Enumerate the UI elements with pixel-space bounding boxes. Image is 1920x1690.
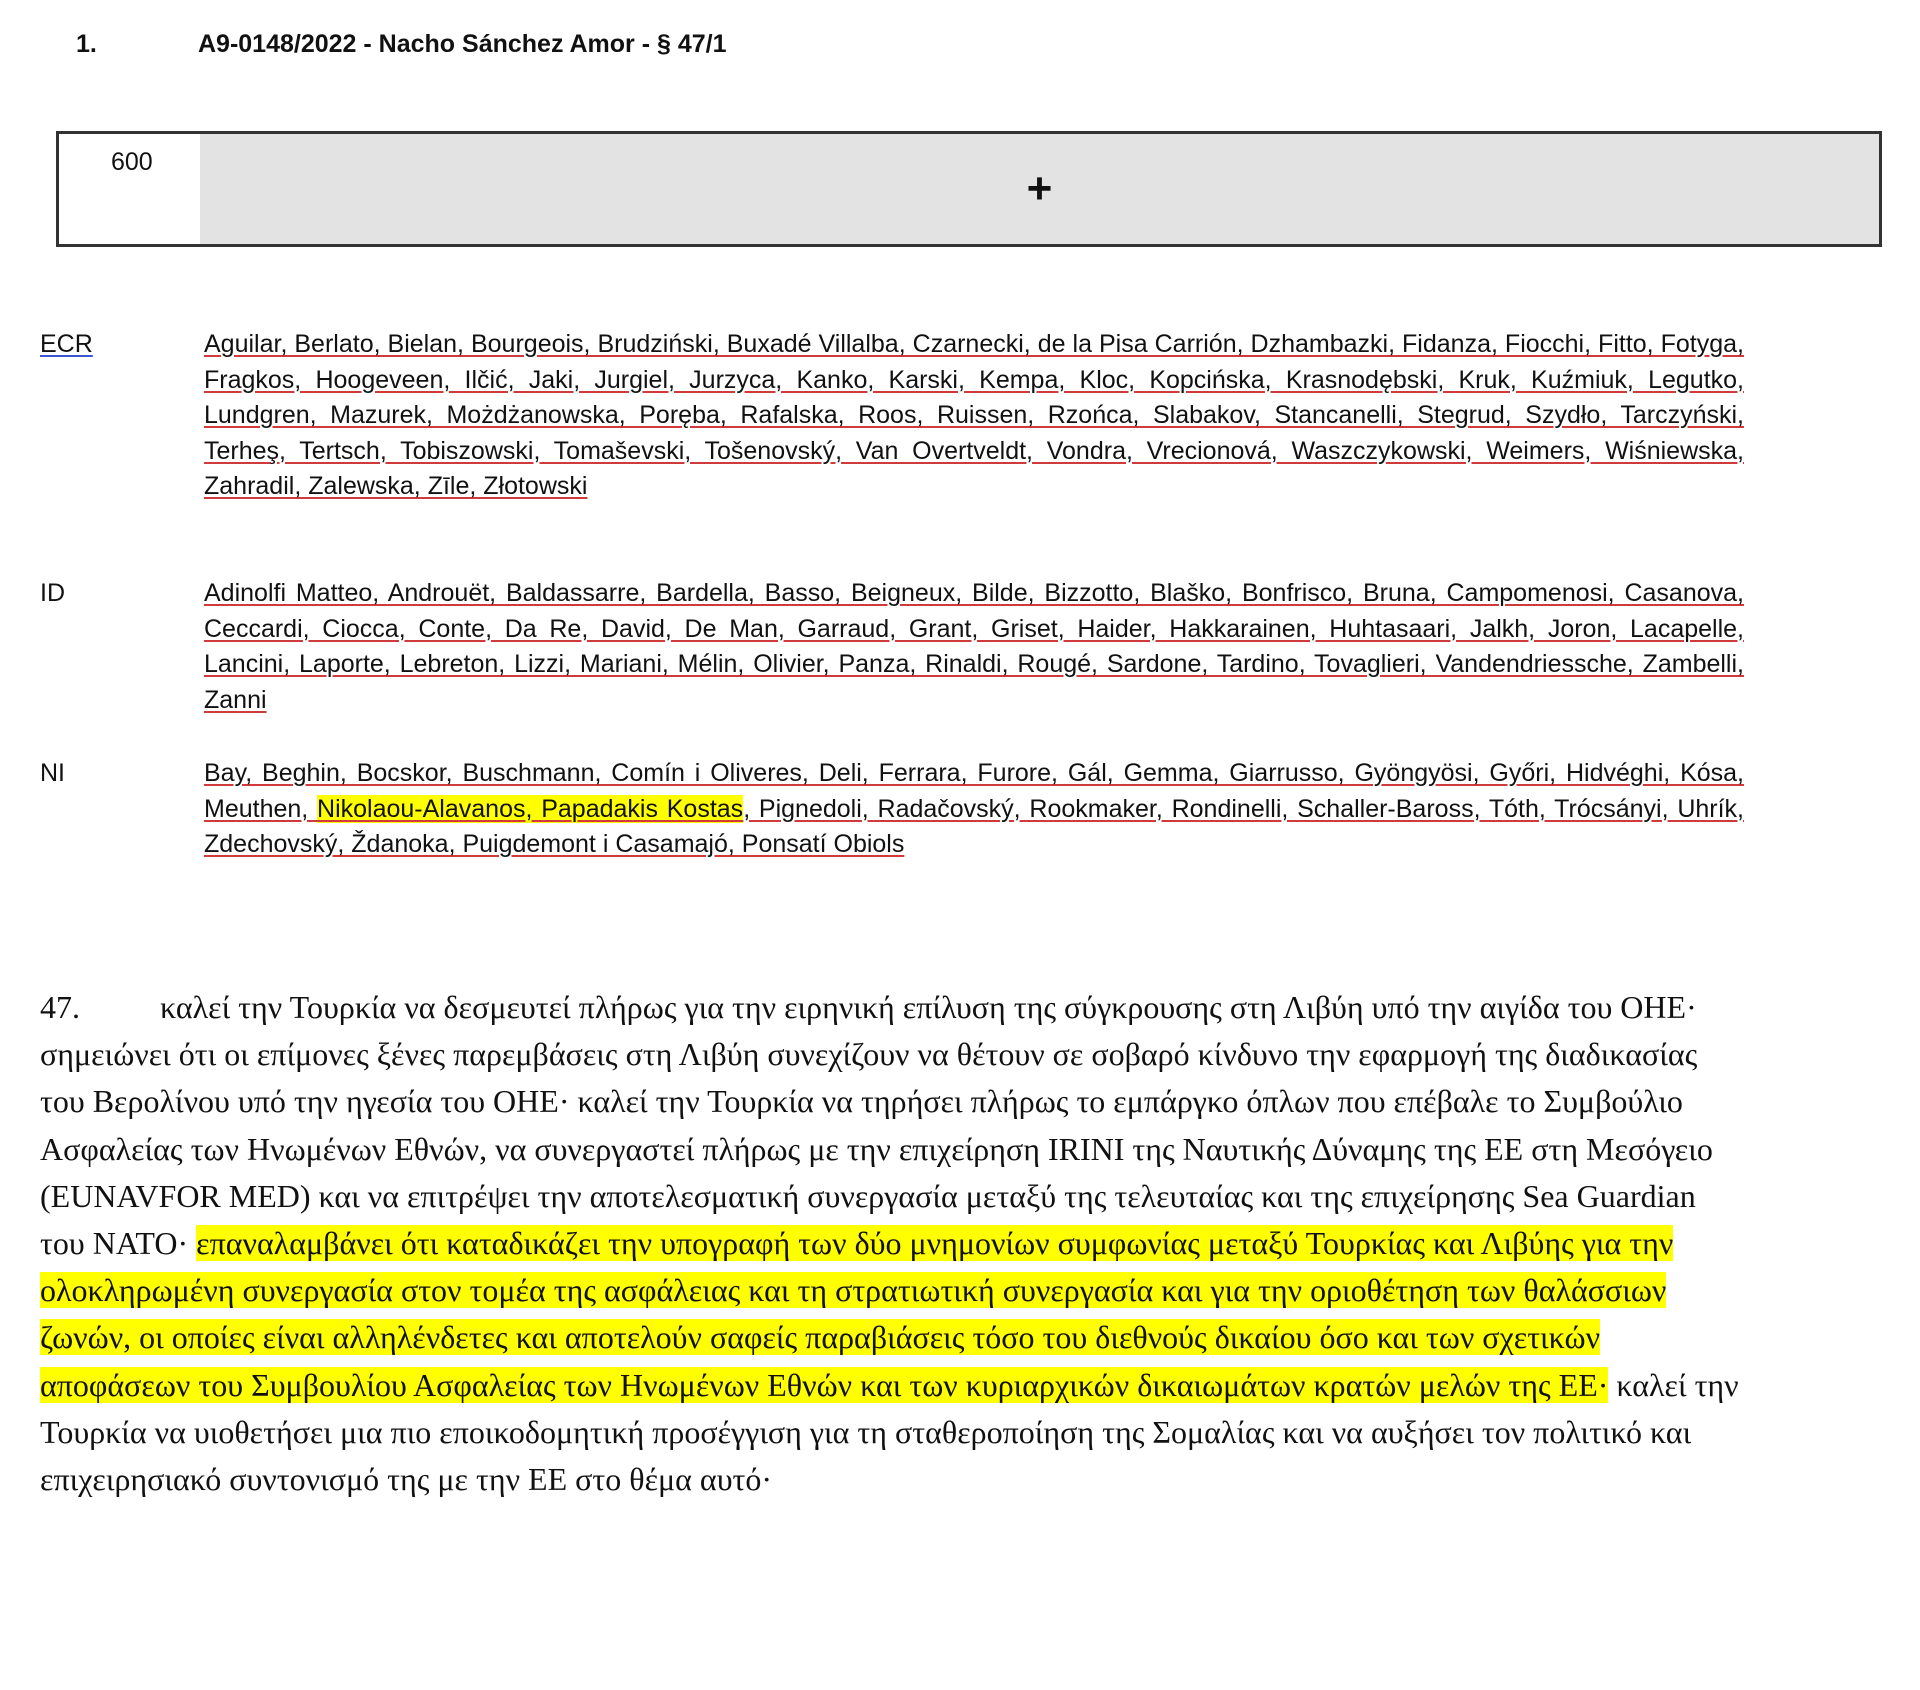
vote-result-table (56, 131, 1882, 247)
paragraph-number: 47. (40, 989, 80, 1025)
group-members: Bay, Beghin, Bocskor, Buschmann, Comín i Oliveres, Deli, Ferrara, Furore, Gál, Gemma, Giarrusso, Gyöngyösi, Győri, Hidvéghi, Kósa, Meuthen, Nikolaou-Alavanos, Papadakis Kostas, Pignedoli, Radačovský, Rookmaker, Rondinelli, Schaller-Baross, Tóth, Trócsányi, Uhrík, Zdechovský, Ždanoka, Puigdemont i Casamajó, Ponsatí Obiols (204, 759, 1744, 858)
group-name: ID (40, 579, 65, 607)
paragraph-text-end: καλεί την Τουρκία να υιοθετήσει μια πιο εποικοδομητική προσέγγιση για τη σταθεροποίηση της Σομαλίας και να αυξήσει τον πολιτικό και επιχειρησιακό συντονισμό της με την ΕΕ στο θέμα αυτό· (40, 1366, 1739, 1498)
group-members: Aguilar, Berlato, Bielan, Bourgeois, Brudziński, Buxadé Villalba, Czarnecki, de la Pisa Carrión, Dzhambazki, Fidanza, Fiocchi, Fitto, Fotyga, Fragkos, Hoogeveen, Ilčić, Jaki, Jurgiel, Jurzyca, Kanko, Karski, Kempa, Kloc, Kopcińska, Krasnodębski, Kruk, Kuźmiuk, Legutko, Lundgren, Mazurek, Możdżanowska, Poręba, Rafalska, Roos, Ruissen, Rzońca, Slabakov, Stancanelli, Stegrud, Szydło, Tarczyński, Terheş, Tertsch, Tobiszowski, Tomaševski, Tošenovský, Van Overtveldt, Vondra, Vrecionová, Waszczykowski, Weimers, Wiśniewska, Zahradil, Zalewska, Zīle, Złotowski (204, 330, 1744, 500)
vote-count: 600 (59, 134, 200, 244)
group-name: ECR (40, 330, 93, 358)
item-number: 1. (76, 30, 97, 58)
highlighted-members: Nikolaou-Alavanos, Papadakis Kostas (317, 794, 744, 823)
amendment-reference: A9-0148/2022 - Nacho Sánchez Amor - § 47/1 (198, 30, 727, 58)
group-name: NI (40, 759, 65, 787)
paragraph-47 (40, 984, 1740, 1503)
amendment-header (0, 24, 1920, 64)
paragraph-text: καλεί την Τουρκία να δεσμευτεί πλήρως για την ειρηνική επίλυση της σύγκρουσης στη Λιβύη υπό την αιγίδα του ΟΗΕ· σημειώνει ότι οι επίμονες ξένες παρεμβάσεις στη Λιβύη συνεχίζουν να θέτουν σε σοβαρό κίνδυνο την εφαρμογή της διαδικασίας του Βερολίνου υπό την ηγεσία του ΟΗΕ· καλεί την Τουρκία να τηρήσει πλήρως το εμπάργκο όπλων που επέβαλε το Συμβούλιο Ασφαλείας των Ηνωμένων Εθνών, να συνεργαστεί πλήρως με την επιχείρηση IRINI της Ναυτικής Δύναμης της ΕΕ στη Μεσόγειο (EUNAVFOR MED) και να επιτρέψει την αποτελεσματική συνεργασία μεταξύ της τελευταίας και της επιχείρησης Sea Guardian του ΝΑΤΟ· (40, 989, 1713, 1262)
group-members: Adinolfi Matteo, Androuët, Baldassarre, Bardella, Basso, Beigneux, Bilde, Bizzotto, Blaško, Bonfrisco, Bruna, Campomenosi, Casanova, Ceccardi, Ciocca, Conte, Da Re, David, De Man, Garraud, Grant, Griset, Haider, Hakkarainen, Huhtasaari, Jalkh, Joron, Lacapelle, Lancini, Laporte, Lebreton, Lizzi, Mariani, Mélin, Olivier, Panza, Rinaldi, Rougé, Sardone, Tardino, Tovaglieri, Vandendriessche, Zambelli, Zanni (204, 579, 1744, 714)
vote-result-symbol: + (200, 134, 1879, 244)
highlighted-text: επαναλαμβάνει ότι καταδικάζει την υπογραφή των δύο μνημονίων συμφωνίας μεταξύ Τουρκίας και Λιβύης για την ολοκληρωμένη συνεργασία στον τομέα της ασφάλειας και τη στρατιωτική συνεργασία και για την οριοθέτηση των θαλάσσιων ζωνών, οι οποίες είναι αλληλένδετες και αποτελούν σαφείς παραβιάσεις τόσο του διεθνούς δικαίου όσο και των σχετικών αποφάσεων του Συμβουλίου Ασφαλείας των Ηνωμένων Εθνών και των κυριαρχικών δικαιωμάτων κρατών μελών της ΕΕ· (40, 1225, 1674, 1403)
